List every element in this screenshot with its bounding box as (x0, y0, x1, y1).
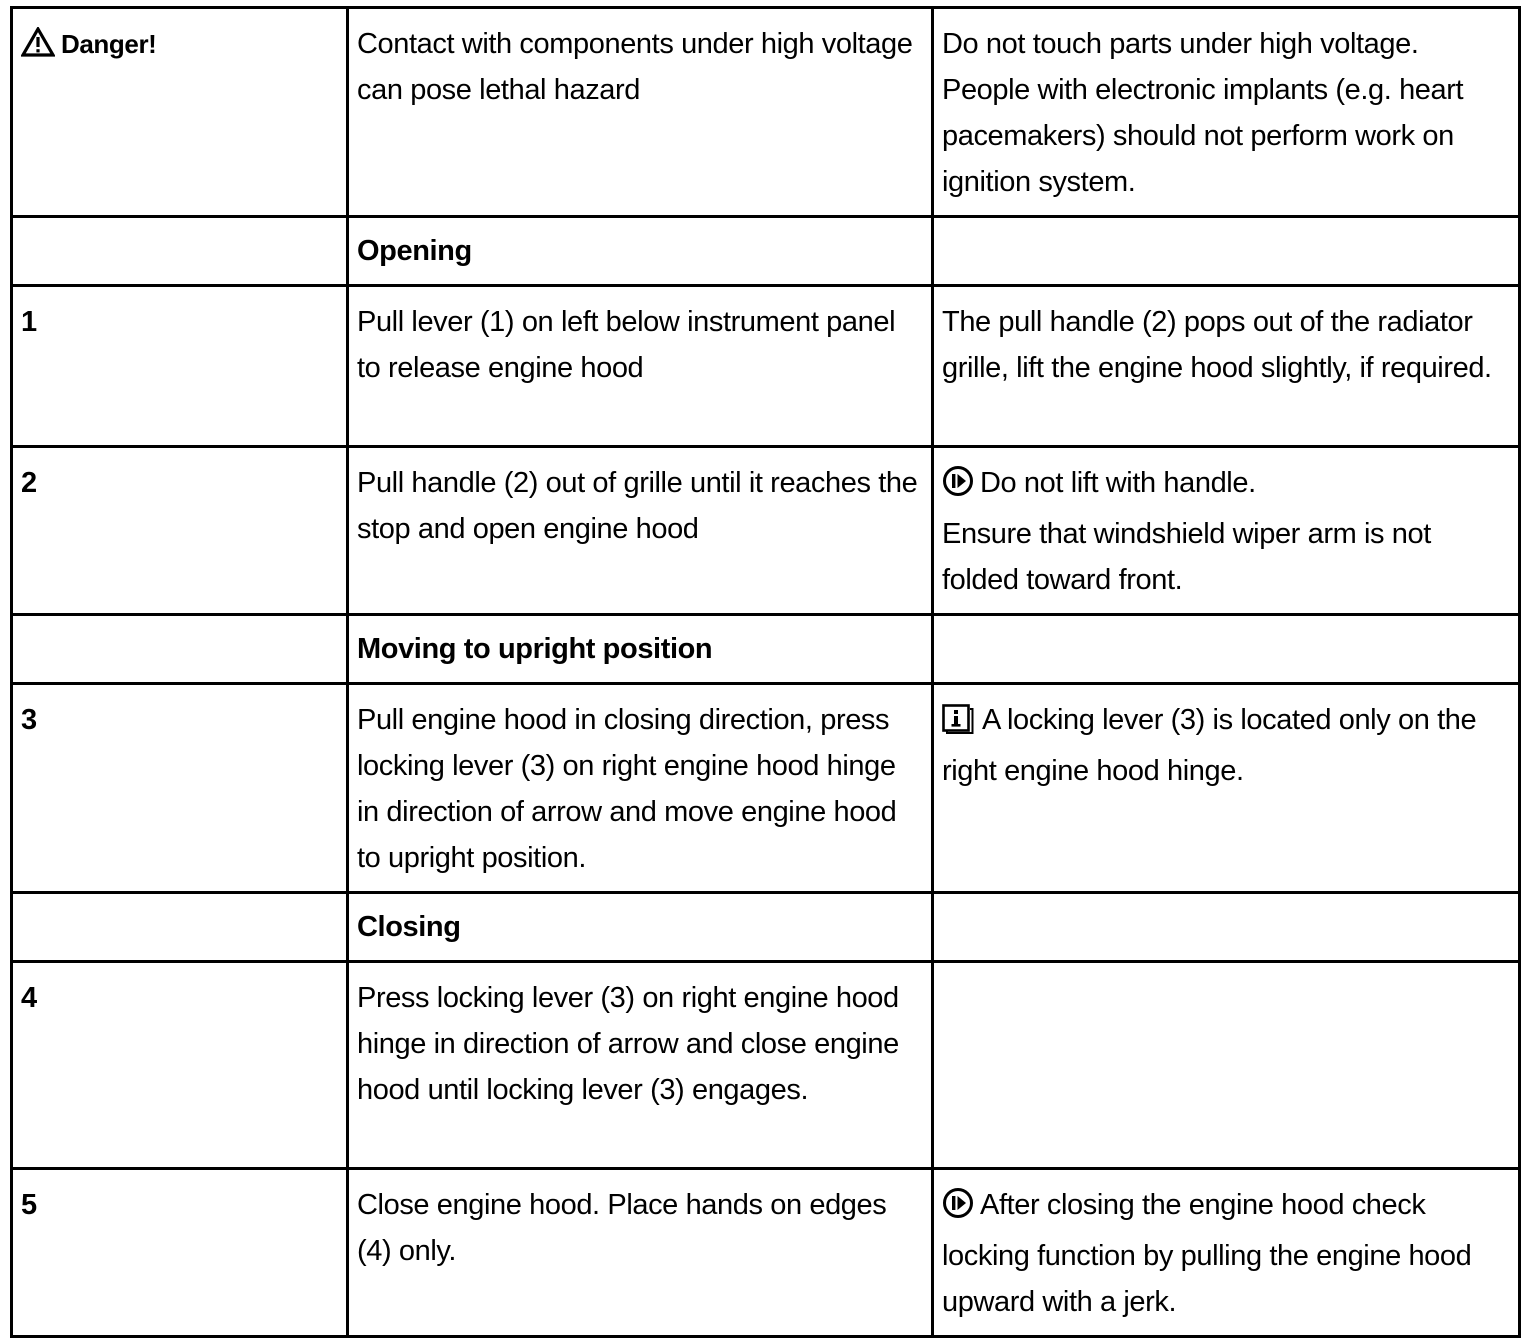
step-instruction: Close engine hood. Place hands on edges (4) only. (357, 1189, 887, 1267)
step-note: A locking lever (3) is located only on the right engine hood hinge. (942, 704, 1477, 787)
danger-label-cell (12, 8, 348, 217)
step-note: The pull handle (2) pops out of the radiator grille, lift the engine hood slightly, if required. (942, 306, 1492, 384)
step-number-cell (12, 962, 348, 1169)
danger-hazard-cell (348, 8, 933, 217)
step-row (12, 286, 1520, 447)
danger-remedy-cell (933, 8, 1520, 217)
danger-row (12, 8, 1520, 217)
step-note-2: Ensure that windshield wiper arm is not folded toward front. (942, 518, 1431, 596)
step-instruction-cell (348, 1169, 933, 1337)
empty-cell (12, 615, 348, 684)
step-note: Do not lift with handle. (980, 467, 1256, 499)
stop-circle-icon (942, 465, 974, 511)
danger-label: Danger! (61, 29, 157, 59)
step-instruction-cell (348, 286, 933, 447)
step-instruction: Pull handle (2) out of grille until it reaches the stop and open engine hood (357, 467, 918, 545)
step-number-cell (12, 1169, 348, 1337)
step-instruction-cell (348, 684, 933, 893)
section-heading-cell (348, 893, 933, 962)
danger-remedy-text: Do not touch parts under high voltage. (942, 28, 1419, 60)
step-note-cell (933, 962, 1520, 1169)
step-instruction: Press locking lever (3) on right engine hood hinge in direction of arrow and close engine hood until locking lever (3) engages. (357, 982, 899, 1106)
step-number: 5 (21, 1189, 37, 1221)
empty-cell (12, 893, 348, 962)
section-heading-opening: Opening (357, 235, 472, 267)
stop-circle-icon (942, 1187, 974, 1233)
step-note: After closing the engine hood check locking function by pulling the engine hood upward with a jerk. (942, 1189, 1472, 1318)
section-heading-cell (348, 217, 933, 286)
danger-remedy-text-2: People with electronic implants (e.g. heart pacemakers) should not perform work on ignition system. (942, 74, 1464, 198)
section-heading-cell (348, 615, 933, 684)
step-instruction-cell (348, 447, 933, 615)
empty-cell (12, 217, 348, 286)
section-row-opening (12, 217, 1520, 286)
section-row-upright (12, 615, 1520, 684)
procedure-sheet (10, 6, 1518, 1338)
step-number: 1 (21, 306, 37, 338)
section-row-closing (12, 893, 1520, 962)
section-heading-closing: Closing (357, 911, 461, 943)
step-instruction-cell (348, 962, 933, 1169)
step-note-cell (933, 286, 1520, 447)
step-note-cell (933, 684, 1520, 893)
step-number: 3 (21, 704, 37, 736)
step-number: 4 (21, 982, 37, 1014)
step-number-cell (12, 447, 348, 615)
step-row (12, 447, 1520, 615)
step-instruction: Pull engine hood in closing direction, press locking lever (3) on right engine hood hinge in direction of arrow and move engine hood to upright position. (357, 704, 897, 874)
empty-cell (933, 615, 1520, 684)
warning-triangle-icon (21, 25, 55, 71)
empty-cell (933, 217, 1520, 286)
step-number: 2 (21, 467, 37, 499)
step-number-cell (12, 286, 348, 447)
step-instruction: Pull lever (1) on left below instrument panel to release engine hood (357, 306, 896, 384)
step-number-cell (12, 684, 348, 893)
procedure-table (10, 6, 1521, 1338)
step-note-cell (933, 447, 1520, 615)
section-heading-upright: Moving to upright position (357, 633, 713, 665)
step-row (12, 1169, 1520, 1337)
empty-cell (933, 893, 1520, 962)
danger-hazard-text: Contact with components under high voltage can pose lethal hazard (357, 28, 913, 106)
step-row (12, 684, 1520, 893)
step-row (12, 962, 1520, 1169)
info-box-icon (942, 702, 974, 748)
step-note-cell (933, 1169, 1520, 1337)
